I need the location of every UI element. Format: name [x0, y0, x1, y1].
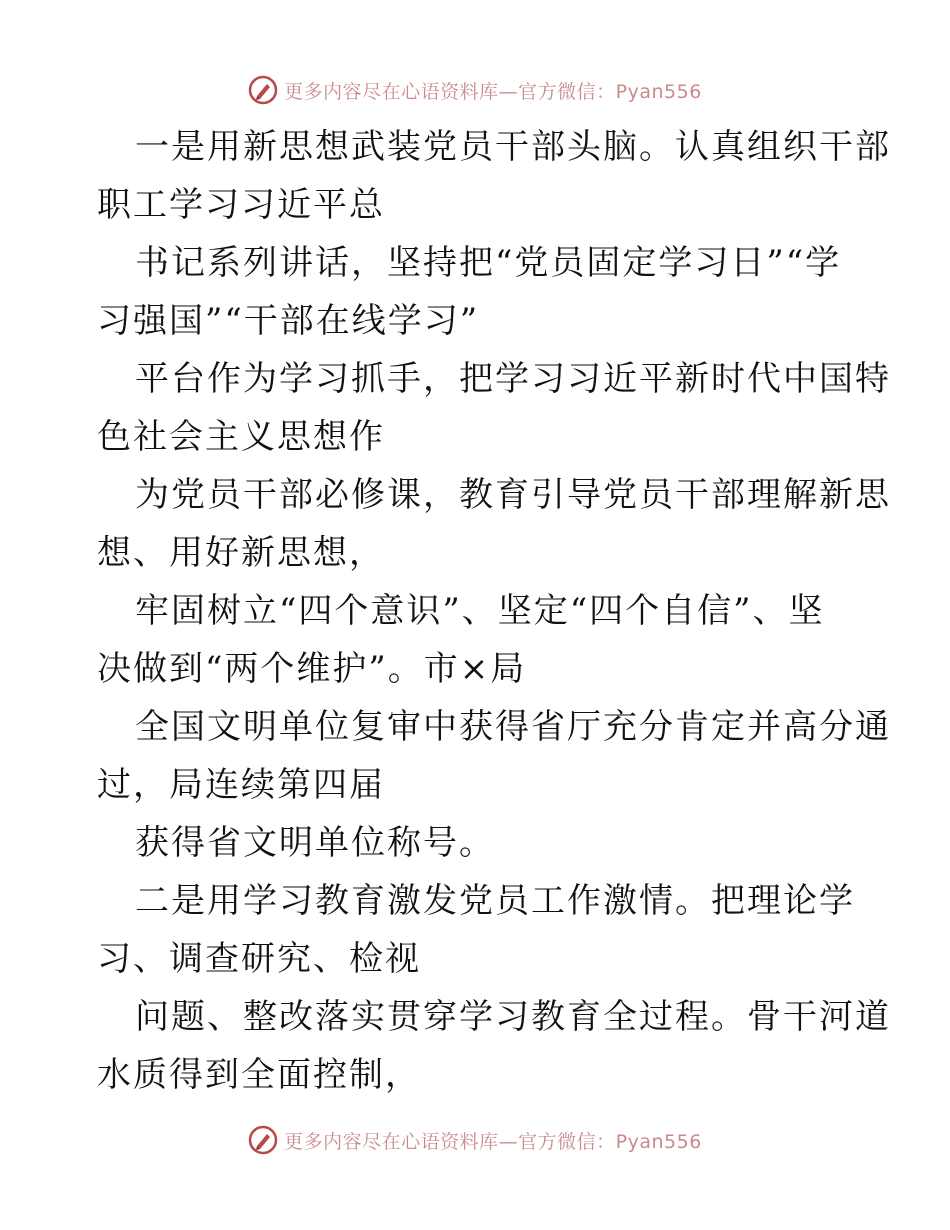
- header-watermark: [0, 70, 950, 110]
- text-line: 习、调查研究、检视: [97, 939, 421, 979]
- text-line: 职工学习习近平总: [97, 185, 385, 225]
- text-line: 牢固树立“四个意识”、坚定“四个自信”、坚: [135, 591, 825, 631]
- text-line: 为党员干部必修课，教育引导党员干部理解新思: [135, 475, 891, 515]
- text-line: 问题、整改落实贯穿学习教育全过程。骨干河道: [135, 997, 891, 1037]
- pen-logo-icon: [248, 75, 278, 105]
- text-line: 习强国”“干部在线学习”: [97, 301, 480, 341]
- text-line: 色社会主义思想作: [97, 417, 385, 457]
- pen-logo-icon: [248, 1125, 278, 1155]
- text-line: 一是用新思想武装党员干部头脑。认真组织干部: [135, 127, 891, 167]
- text-line: 过，局连续第四届: [97, 765, 385, 805]
- text-line: 全国文明单位复审中获得省厅充分肯定并高分通: [135, 707, 891, 747]
- text-line: 获得省文明单位称号。: [135, 823, 495, 863]
- watermark-text: 更多内容尽在心语资料库—官方微信：Pyan556: [284, 1130, 702, 1153]
- text-line: 二是用学习教育激发党员工作激情。把理论学: [135, 881, 855, 921]
- document-body: [97, 118, 891, 1104]
- text-line: 书记系列讲话，坚持把“党员固定学习日”“学: [135, 243, 842, 283]
- watermark-text: 更多内容尽在心语资料库—官方微信：Pyan556: [284, 80, 702, 103]
- text-line: 想、用好新思想，: [97, 533, 385, 573]
- text-line: 水质得到全面控制，: [97, 1055, 421, 1095]
- text-line: 平台作为学习抓手，把学习习近平新时代中国特: [135, 359, 891, 399]
- footer-watermark: [0, 1120, 950, 1160]
- text-line: 决做到“两个维护”。市×局: [97, 649, 527, 689]
